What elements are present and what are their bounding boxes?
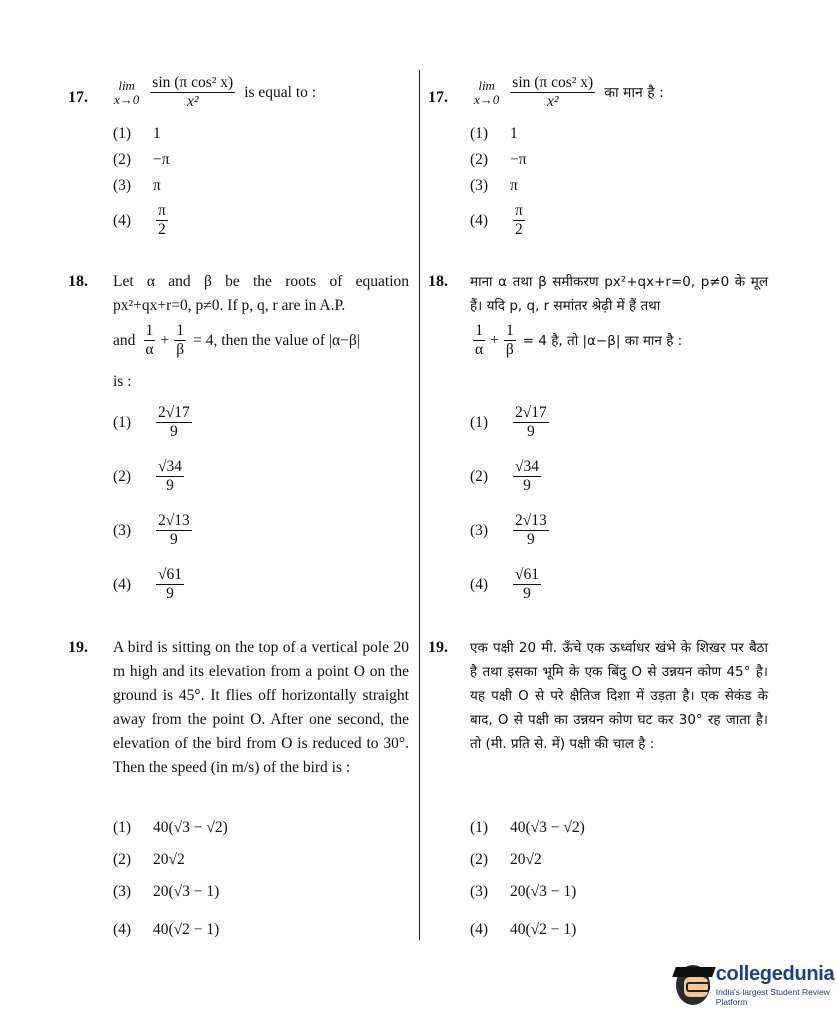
- question-18: 18. Let α and β be the roots of equation px²+qx+r=0, p≠0. If p, q, r are in A.P. and $\frac{1}{\alpha}$ + $\frac{1}{\beta}$ = 4, then the value of |α−β| is : (1) $\frac{2√17}{9}$ (2) $\frac{√34}{9}$ (3) $\frac{2√13}{9}$ (4) $\frac{√61}{9}$: [0, 270, 416, 630]
- question-text: माना α तथा β समीकरण px²+qx+r=0, p≠0 के मूल हैं। यदि p, q, r समांतर श्रेढ़ी में हैं तथा: [470, 274, 768, 314]
- option-3[interactable]: (3) $\frac{2√13}{9}$: [113, 512, 190, 548]
- limit-operator: lim x→0: [474, 77, 500, 107]
- logo-name: collegedunia: [715, 963, 835, 985]
- option-4[interactable]: (4) $\frac{√61}{9}$: [113, 566, 183, 602]
- option-1[interactable]: (1) 1: [113, 125, 161, 142]
- question-17: [0, 62, 416, 252]
- option-2[interactable]: (2) $\frac{√34}{9}$: [470, 458, 540, 494]
- question-stem: lim x→0 $\frac{\text{sin (π cos² x)}}{\text{x²}}$ का मान है :: [474, 74, 664, 110]
- option-2[interactable]: (2) $\frac{√34}{9}$: [113, 458, 183, 494]
- question-number: 17.: [428, 89, 448, 106]
- option-2[interactable]: (2) −π: [470, 151, 527, 168]
- question-19: [0, 636, 416, 946]
- question-19-hindi: [422, 636, 837, 946]
- option-4[interactable]: (4) $\frac{\pi}{2}$: [470, 202, 523, 238]
- question-number: 18.: [428, 273, 448, 290]
- option-3[interactable]: (3) 20(√3 − 1): [470, 883, 577, 900]
- option-2[interactable]: (2) −π: [113, 151, 170, 168]
- question-condition: $\frac{1}{\alpha}$ + $\frac{1}{\beta}$ = 4 है, तो |α−β| का मान है :: [475, 322, 683, 358]
- question-number: 19.: [428, 639, 448, 656]
- option-3[interactable]: (3) π: [470, 177, 518, 194]
- option-3[interactable]: (3) π: [113, 177, 161, 194]
- mascot-icon: [676, 965, 710, 1005]
- option-1[interactable]: (1) 40(√3 − √2): [113, 819, 228, 836]
- question-stem: lim x→0 $\frac{\text{sin (π cos² x)}}{\text{x²}}$ is equal to :: [114, 74, 317, 110]
- logo-tagline: India's largest Student Review Platform: [715, 987, 830, 1007]
- question-number: 19.: [68, 639, 88, 656]
- option-4[interactable]: (4) $\frac{√61}{9}$: [470, 566, 540, 602]
- question-number: 18.: [68, 273, 88, 290]
- option-1[interactable]: (1) 40(√3 − √2): [470, 819, 585, 836]
- option-4[interactable]: (4) 40(√2 − 1): [470, 921, 577, 938]
- collegedunia-logo: [676, 963, 837, 1007]
- question-text: एक पक्षी 20 मी. ऊँचे एक ऊर्ध्वाधर खंभे के शिखर पर बैठा है तथा इसका भूमि के एक बिंदु O से उन्नयन कोण 45° है। यह पक्षी O से परे क्षैतिज दिशा में उड़ता है। एक सेकंड के बाद, O से पक्षी का उन्नयन कोण घट कर 30° रह जाता है। तो (मी. प्रति से. में) पक्षी की चाल है :: [470, 640, 768, 752]
- question-number: 17.: [68, 89, 88, 106]
- limit-fraction: $\frac{\text{sin (π cos² x)}}{\text{x²}}$: [512, 74, 594, 110]
- option-4[interactable]: (4) $\frac{\pi}{2}$: [113, 202, 166, 238]
- limit-fraction: $\frac{\text{sin (π cos² x)}}{\text{x²}}$: [152, 74, 234, 110]
- option-3[interactable]: (3) $\frac{2√13}{9}$: [470, 512, 547, 548]
- option-3[interactable]: (3) 20(√3 − 1): [113, 883, 220, 900]
- limit-operator: lim x→0: [114, 77, 140, 107]
- option-2[interactable]: (2) 20√2: [113, 851, 185, 868]
- option-1[interactable]: (1) $\frac{2√17}{9}$: [470, 404, 547, 440]
- option-1[interactable]: (1) $\frac{2√17}{9}$: [113, 404, 190, 440]
- question-text: A bird is sitting on the top of a vertical pole 20 m high and its elevation from a point O on the ground is 45°. It flies off horizontally straight away from the point O. After one second, the elevation of the bird from O is reduced to 30°. Then the speed (in m/s) of the bird is :: [113, 639, 409, 776]
- question-text: Let α and β be the roots of equation px²+qx+r=0, p≠0. If p, q, r are in A.P.: [113, 273, 409, 314]
- question-condition: and $\frac{1}{\alpha}$ + $\frac{1}{\beta}$ = 4, then the value of |α−β|: [113, 322, 360, 358]
- option-2[interactable]: (2) 20√2: [470, 851, 542, 868]
- question-18-hindi: [422, 270, 837, 630]
- column-divider: [419, 70, 420, 940]
- question-17-hindi: [422, 62, 837, 252]
- option-4[interactable]: (4) 40(√2 − 1): [113, 921, 220, 938]
- option-1[interactable]: (1) 1: [470, 125, 518, 142]
